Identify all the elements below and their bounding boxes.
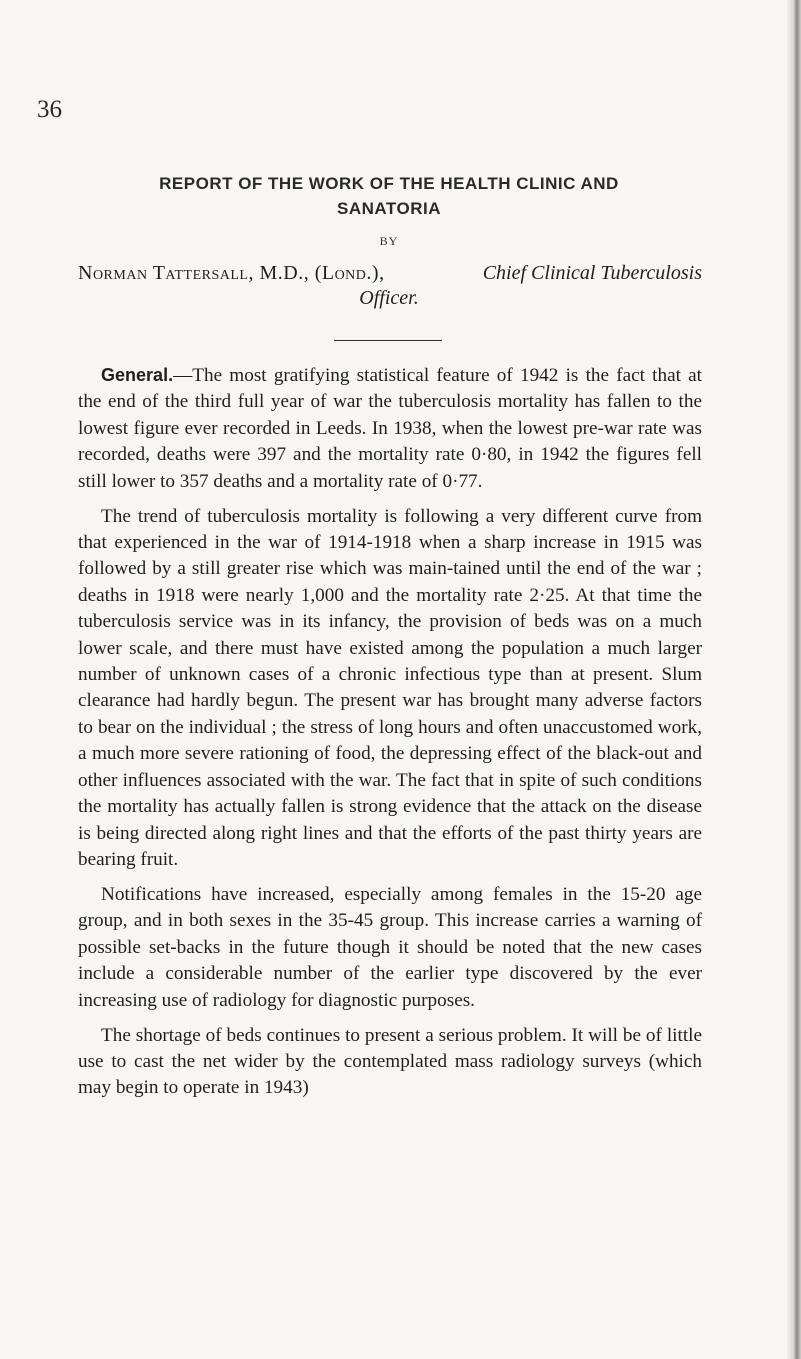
author-title-continued: Officer.	[359, 287, 419, 309]
section-divider	[334, 340, 442, 341]
author-line	[78, 260, 702, 286]
page-number: 36	[37, 96, 62, 123]
paragraph-beds: The shortage of beds continues to present a serious problem. It will be of little use to cast the net wider by the contemplated mass radiology surveys (which may begin to operate in 1943)	[78, 1024, 702, 1099]
paragraph-notifications: Notifications have increased, especially among females in the 15-20 age group, and in both sexes in the 35-45 group. This increase carries a warning of possible set-backs in the future though it should be noted that the new cases include a considerable number of the earlier type discovered by the ever increasing use of radiology for diagnostic purposes.	[78, 883, 702, 1011]
paragraph-trend: The trend of tuberculosis mortality is following a very different curve from that experienced in the war of 1914-1918 when a sharp increase in 1915 was followed by a still greater rise which was main-tained until the end of the war ; deaths in 1918 were nearly 1,000 and the mortality rate 2·25. At that time the tuberculosis service was in its infancy, the provision of beds was on a much lower scale, and there must have existed among the population a much larger number of unknown cases of a chronic infectious type than at present. Slum clearance had hardly begun. The present war has brought many adverse factors to bear on the individual ; the stress of long hours and often unaccustomed work, a much more severe rationing of food, the depressing effect of the black-out and other influences associated with the war. The fact that in spite of such conditions the mortality has actually fallen is strong evidence that the attack on the disease is being directed along right lines and that the efforts of the past thirty years are bearing fruit.	[78, 505, 702, 870]
paragraph-general	[78, 362, 702, 495]
report-body	[78, 362, 702, 1110]
byline-label: BY	[379, 234, 399, 248]
report-title-line-1: REPORT OF THE WORK OF THE HEALTH CLINIC AND	[159, 174, 619, 193]
report-title-line-2: SANATORIA	[337, 199, 441, 218]
page-edge-shadow	[787, 0, 801, 1359]
author-title: Chief Clinical Tuberculosis	[482, 262, 702, 284]
paragraph-text: —The most gratifying statistical feature of 1942 is the fact that at the end of the third full year of war the tuberculosis mortality has fallen to the lowest figure ever recorded in Leeds. In 1938, when the lowest pre-war rate was recorded, deaths were 397 and the mortality rate 0·80, in 1942 the figures fell still lower to 357 deaths and a mortality rate of 0·77.	[78, 365, 702, 492]
author-name: Norman Tattersall, M.D., (Lond.),	[78, 262, 385, 284]
section-heading-general: General.	[101, 365, 174, 385]
